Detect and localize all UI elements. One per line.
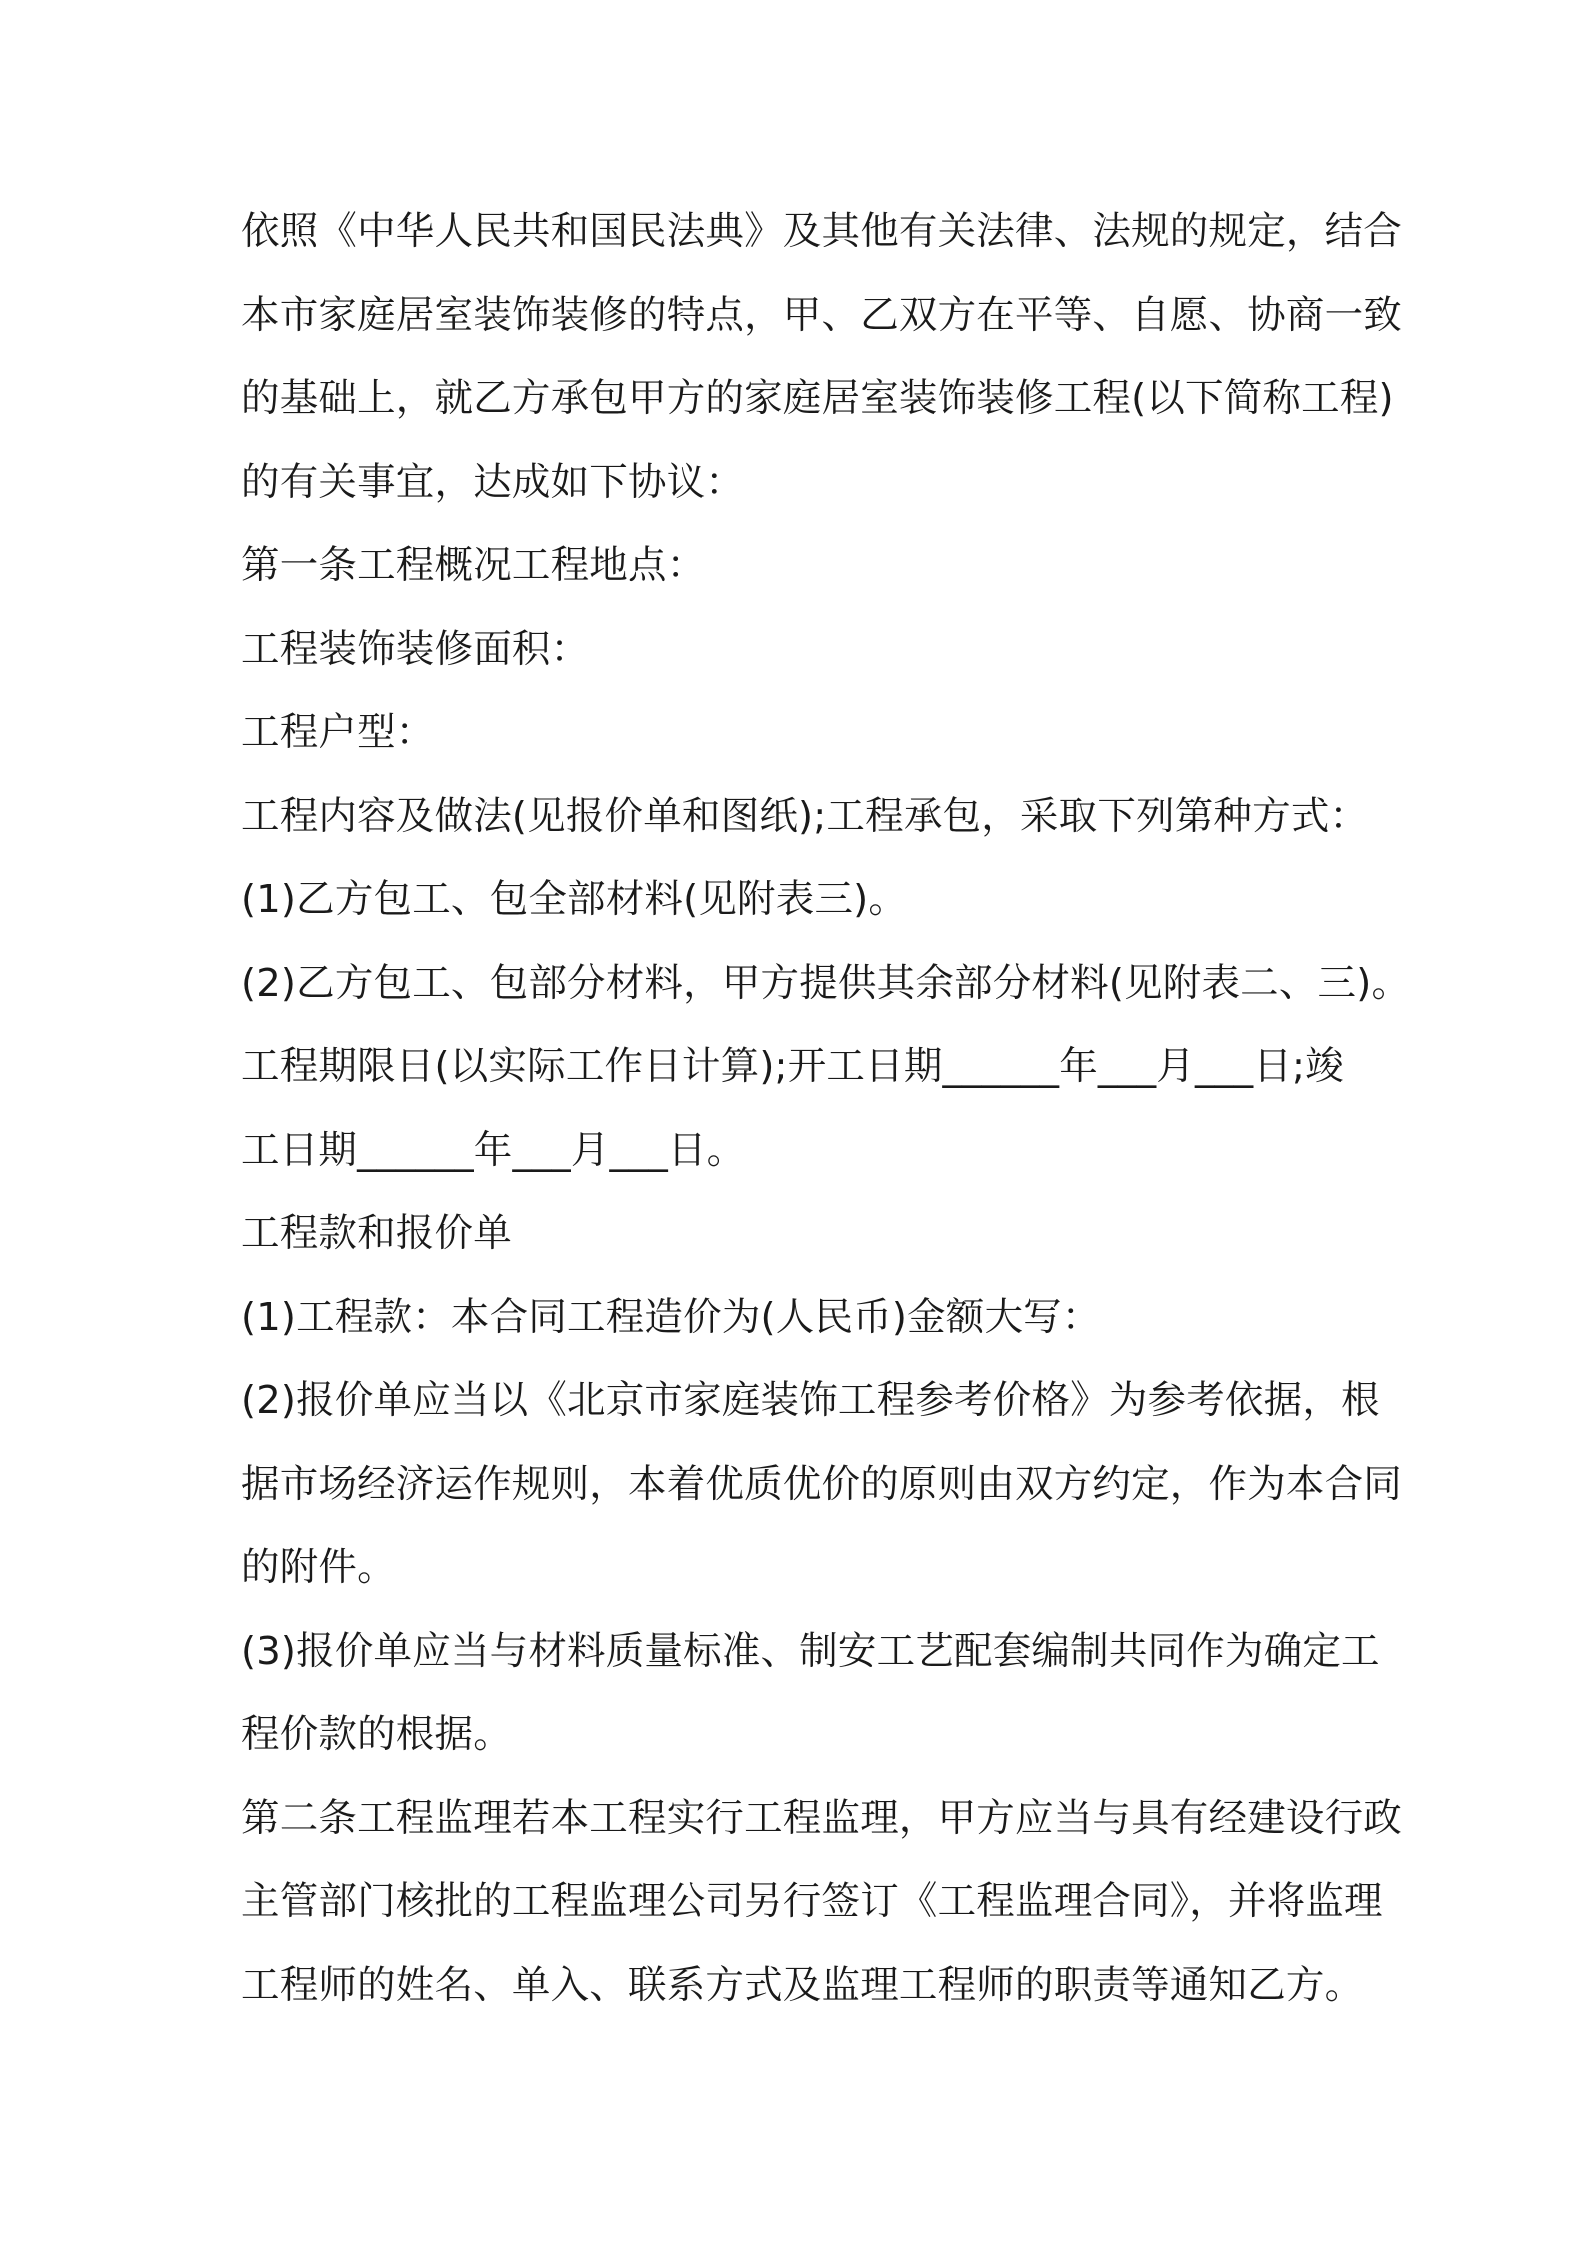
paragraph-line: 主管部门核批的工程监理公司另行签订《工程监理合同》，并将监理: [241, 1879, 1383, 1924]
paragraph-line: 工程装饰装修面积：: [241, 626, 590, 672]
paragraph-line: 工程户型：: [241, 710, 435, 755]
paragraph-line: 程价款的根据。: [241, 1712, 512, 1757]
paragraph-line: 的附件。: [241, 1545, 396, 1590]
paragraph-line: 工程期限日(以实际工作日计算);开工日期______年___月___日;竣: [241, 1044, 1344, 1089]
paragraph-line: 工日期______年___月___日。: [241, 1127, 746, 1173]
article-heading-line: 第二条工程监理若本工程实行工程监理，甲方应当与具有经建设行政: [241, 1795, 1403, 1841]
paragraph-line: 本市家庭居室装饰装修的特点，甲、乙双方在平等、自愿、协商一致: [241, 292, 1403, 338]
list-item-line: (2)乙方包工、包部分材料，甲方提供其余部分材料(见附表二、三)。: [241, 960, 1411, 1006]
paragraph-line: 的基础上，就乙方承包甲方的家庭居室装饰装修工程(以下简称工程): [241, 376, 1394, 421]
paragraph-line: 工程内容及做法(见报价单和图纸);工程承包，采取下列第种方式：: [241, 793, 1369, 839]
list-item-line: (2)报价单应当以《北京市家庭装饰工程参考价格》为参考依据，根: [241, 1378, 1380, 1423]
section-heading-line: 工程款和报价单: [241, 1211, 512, 1256]
article-heading-line: 第一条工程概况工程地点：: [241, 543, 706, 588]
paragraph-line: 的有关事宜，达成如下协议：: [241, 459, 745, 505]
paragraph-line: 据市场经济运作规则，本着优质优价的原则由双方约定，作为本合同: [241, 1461, 1403, 1507]
list-item-line: (1)乙方包工、包全部材料(见附表三)。: [241, 877, 908, 922]
paragraph-line: 工程师的姓名、单入、联系方式及监理工程师的职责等通知乙方。: [241, 1962, 1364, 2008]
list-item-line: (1)工程款：本合同工程造价为(人民币)金额大写：: [241, 1294, 1101, 1340]
document-body: [241, 197, 1411, 2034]
paragraph-line: 依照《中华人民共和国民法典》及其他有关法律、法规的规定，结合: [241, 209, 1403, 254]
list-item-line: (3)报价单应当与材料质量标准、制安工艺配套编制共同作为确定工: [241, 1628, 1380, 1674]
